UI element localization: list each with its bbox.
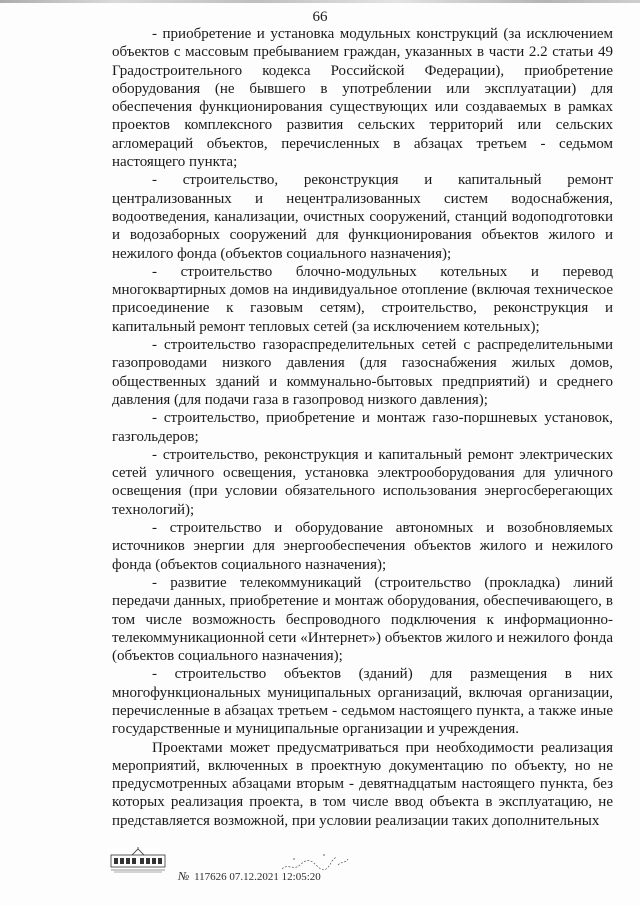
body-text xyxy=(112,25,613,830)
paragraph-modular-structures: - приобретение и установка модульных конструкций (за исключением объектов с массовым пребыванием граждан, указанных в части 2.2 статьи 49 Градостроительного кодекса Российской Федерации), приобретение оборудования (не бывшего в употреблении или эксплуатации) для обеспечения функционирования существующих или создаваемых в рамках проектов комплексного развития сельских территорий или сельских агломераций объектов, перечисленных в абзацах третьем - седьмом настоящего пункта; xyxy=(112,26,613,171)
registry-stamp-icon xyxy=(110,847,166,873)
paragraph-boiler-houses: - строительство блочно-модульных котельных и перевод многоквартирных домов на индивидуальное отопление (включая техническое присоединение к газовым сетям), строительство, реконструкция и капитальный ремонт тепловых сетей (за исключением котельных); xyxy=(112,263,613,335)
paragraph-additional-measures: Проектами может предусматриваться при необходимости реализация мероприятий, включенных в проектную документацию по объекту, но не предусмотренных абзацами вторым - девятнадцатым настоящего пункта, без которых реализация проекта, в том числе ввод объекта в эксплуатацию, не представляется возможной, при условии реализации таких дополнительных xyxy=(112,739,613,829)
page-footer xyxy=(110,847,570,887)
paragraph-street-lighting: - строительство, реконструкция и капитальный ремонт электрических сетей уличного освещения, установка электрооборудования для уличного освещения (при условии обязательного использования энергосберегающих технологий); xyxy=(112,446,613,518)
pen-mark-icon xyxy=(280,851,350,875)
paragraph-water-supply: - строительство, реконструкция и капитальный ремонт централизованных и нецентрализованных систем водоснабжения, водоотведения, канализации, очистных сооружений, станций водоподготовки и водозаборных сооружений для функционирования объектов жилого и нежилого фонда (объектов социального назначения); xyxy=(112,172,613,262)
scan-edge xyxy=(0,0,640,3)
paragraph-autonomous-energy: - строительство и оборудование автономных и возобновляемых источников энергии для энергообеспечения объектов жилого и нежилого фонда (объектов социального назначения); xyxy=(112,520,613,573)
paragraph-gas-piston-units: - строительство, приобретение и монтаж газо-поршневых установок, газгольдеров; xyxy=(112,410,613,445)
paragraph-gas-networks: - строительство газораспределительных сетей с распределительными газопроводами низкого давления (для газоснабжения жилых домов, общественных зданий и коммунально-бытовых предприятий) и среднего давления (для подачи газа в газопровод низкого давления); xyxy=(112,337,613,408)
document-id-text: 117626 07.12.2021 12:05:20 xyxy=(194,871,321,883)
page-number: 66 xyxy=(312,9,328,25)
paragraph-telecommunications: - развитие телекоммуникаций (строительство (прокладка) линий передачи данных, приобретение и монтаж оборудования, обеспечивающего, в том числе возможность беспроводного подключения к информационно-телекоммуникационной сети «Интернет») объектов жилого и нежилого фонда (объектов социального назначения); xyxy=(112,574,613,665)
number-sign: № xyxy=(178,869,190,883)
paragraph-multifunctional-buildings: - строительство объектов (зданий) для размещения в них многофункциональных муниципальных организаций, включая организации, перечисленные в абзацах третьем - седьмом настоящего пункта, а также иные государственные и муниципальные организации и учреждения. xyxy=(112,666,613,738)
